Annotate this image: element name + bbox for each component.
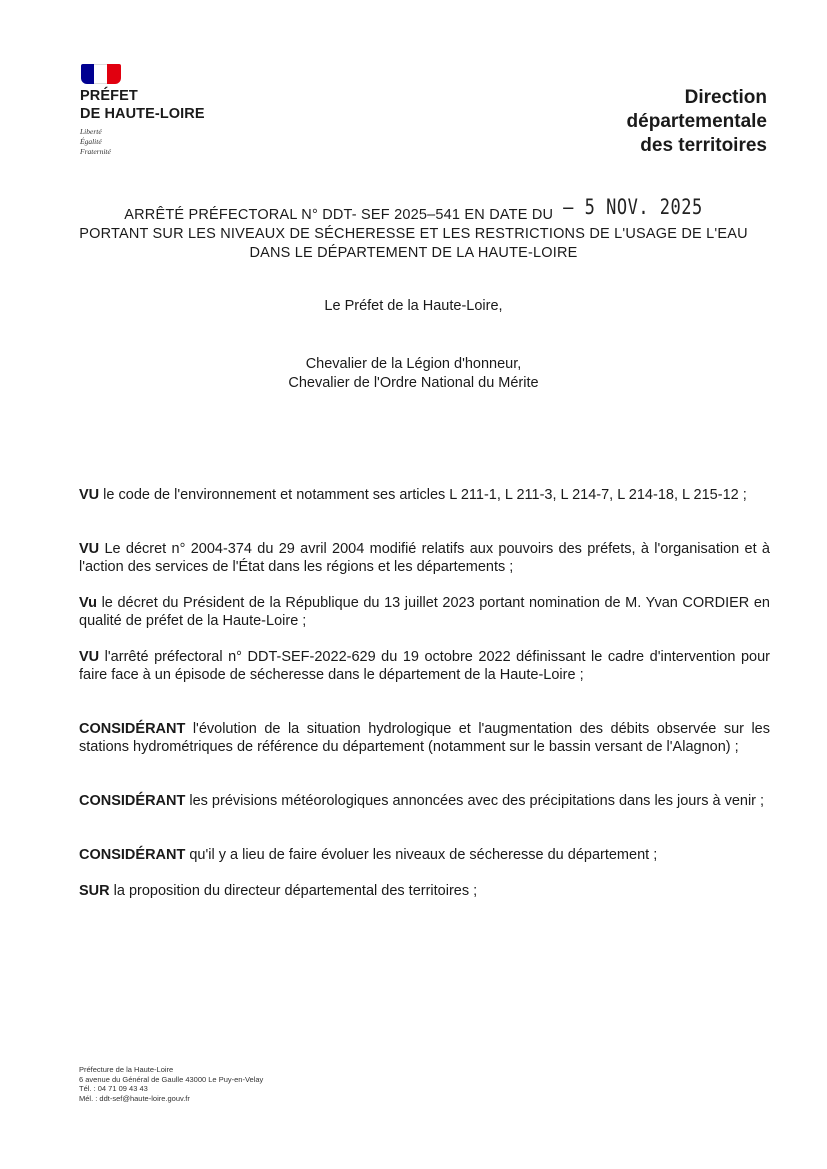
footer-address: Préfecture de la Haute-Loire 6 avenue du Général de Gaulle 43000 Le Puy-en-Velay Tél. : 04 71 09 43 43 Mél. : ddt-sef@haute-loire.gouv.fr xyxy=(79,1065,264,1103)
prefecture-logo xyxy=(80,64,220,157)
visa-paragraph: VU le code de l'environnement et notamment ses articles L 211-1, L 211-3, L 214-7, L 214-18, L 215-12 ; xyxy=(79,487,747,503)
republic-motto: Liberté Égalité Fraternité xyxy=(80,127,111,156)
decree-title xyxy=(60,195,767,263)
title-line-2: PORTANT SUR LES NIVEAUX DE SÉCHERESSE ET LES RESTRICTIONS DE L'USAGE DE L'EAU xyxy=(79,226,748,242)
direction-heading: Direction départementale des territoires xyxy=(626,87,767,156)
considerant-paragraph: CONSIDÉRANT les prévisions météorologiques annoncées avec des précipitations dans les jours à venir ; xyxy=(79,793,765,809)
prefet-name: PRÉFET DE HAUTE-LOIRE xyxy=(80,88,205,122)
chevalier-titles: Chevalier de la Légion d'honneur, Chevalier de l'Ordre National du Mérite xyxy=(288,356,539,391)
visa-paragraph: Vu le décret du Président de la République du 13 juillet 2023 portant nomination de M. Yvan CORDIER en qualité de préfet de la Haute-Loire ; xyxy=(79,595,770,629)
prefet-line: Le Préfet de la Haute-Loire, xyxy=(324,298,503,314)
sur-paragraph: SUR la proposition du directeur départemental des territoires ; xyxy=(79,883,478,899)
visa-paragraph: VU Le décret n° 2004-374 du 29 avril 2004 modifié relatifs aux pouvoirs des préfets, à l'organisation et à l'action des services de l'État dans les régions et les départements ; xyxy=(79,541,770,575)
considerant-paragraph: CONSIDÉRANT l'évolution de la situation hydrologique et l'augmentation des débits observée sur les stations hydrométriques de référence du département (notamment sur le bassin versant de l'Alagnon) ; xyxy=(79,721,770,755)
considerant-paragraph: CONSIDÉRANT qu'il y a lieu de faire évoluer les niveaux de sécheresse du département ; xyxy=(79,847,658,863)
title-line-1: ARRÊTÉ PRÉFECTORAL N° DDT- SEF 2025–541 EN DATE DU xyxy=(124,207,554,223)
title-line-3: DANS LE DÉPARTEMENT DE LA HAUTE-LOIRE xyxy=(249,245,578,261)
marianne-flag-icon xyxy=(81,64,121,84)
date-stamp: – 5 NOV. 2025 xyxy=(563,195,703,221)
visa-paragraph: VU l'arrêté préfectoral n° DDT-SEF-2022-629 du 19 octobre 2022 définissant le cadre d'intervention pour faire face à un épisode de sécheresse dans le département de la Haute-Loire ; xyxy=(79,649,770,683)
